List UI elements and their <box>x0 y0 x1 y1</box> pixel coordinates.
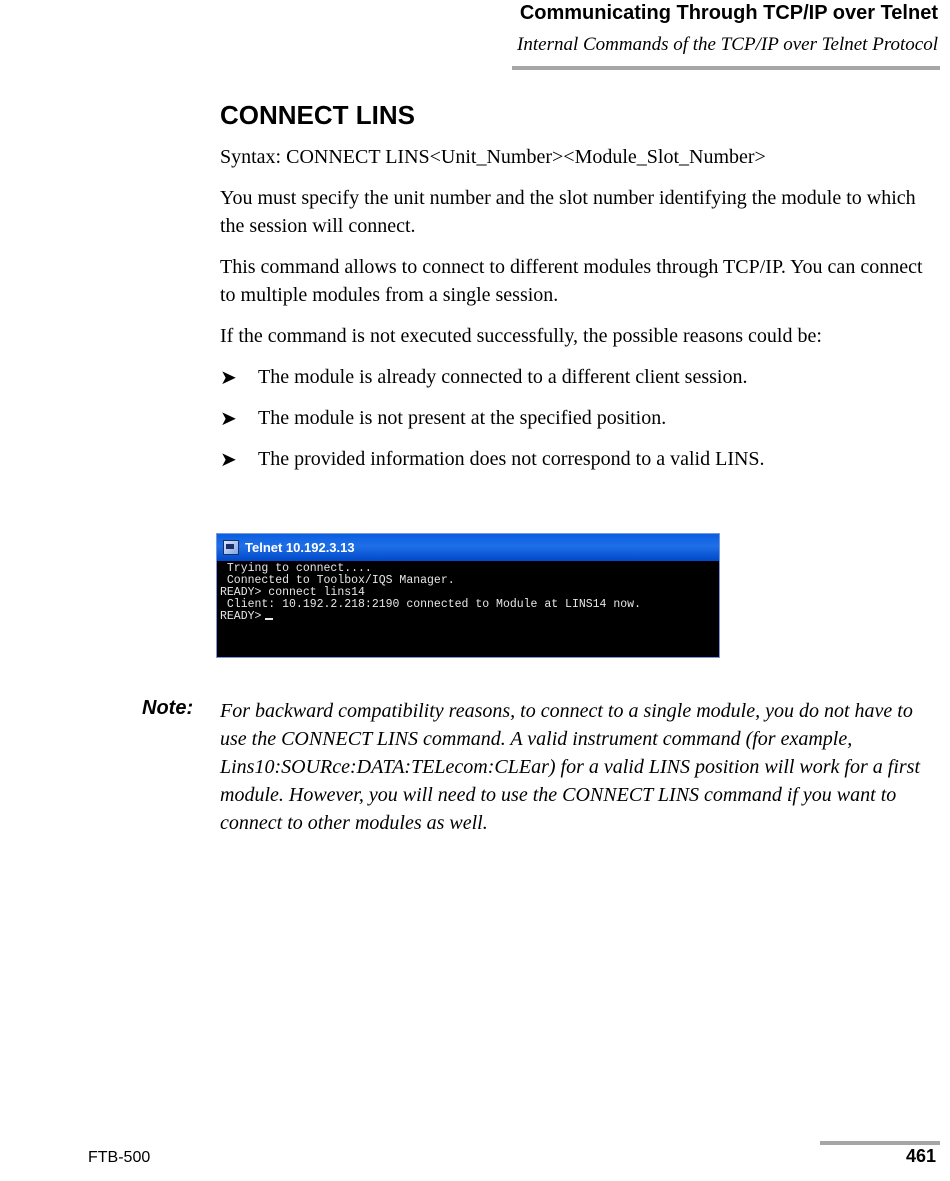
syntax-line: Syntax: CONNECT LINS<Unit_Number><Module_Slot_Number> <box>220 146 766 168</box>
console-line: READY> connect lins14 <box>220 586 365 599</box>
arrow-bullet-icon: ➤ <box>220 367 237 389</box>
section-heading: CONNECT LINS <box>220 100 415 130</box>
list-item <box>220 445 935 473</box>
console-prompt-row <box>220 611 719 623</box>
telnet-window-title: Telnet 10.192.3.13 <box>245 540 355 555</box>
console-line: Trying to connect.... <box>220 562 372 575</box>
note-text: For backward compatibility reasons, to connect to a single module, you do not have to use the CONNECT LINS command. A valid instrument command (for example, Lins10:SOURce:DATA:TELecom:CLEar) for a valid LINS position will work for a first module. However, you will need to use the CONNECT LINS command if you want to connect to other modules as well. <box>220 700 921 834</box>
paragraph: This command allows to connect to different modules through TCP/IP. You can connect to multiple modules from a single session. <box>220 256 923 306</box>
section-body <box>220 100 935 486</box>
note-label: Note: <box>142 697 194 719</box>
telnet-console <box>217 561 719 653</box>
telnet-window-screenshot <box>216 533 720 658</box>
list-item-text: The module is already connected to a different client session. <box>258 366 748 388</box>
console-line: Connected to Toolbox/IQS Manager. <box>220 574 455 587</box>
header-rule <box>512 66 940 70</box>
list-item <box>220 404 935 432</box>
footer-rule <box>820 1141 940 1145</box>
footer-product: FTB-500 <box>88 1149 151 1166</box>
page-number: 461 <box>905 1146 936 1166</box>
telnet-app-icon <box>223 540 239 555</box>
list-item-text: The module is not present at the specified position. <box>258 407 667 429</box>
console-line: READY> <box>220 610 262 623</box>
telnet-title-bar <box>217 534 719 561</box>
reasons-list <box>220 363 935 473</box>
paragraph: You must specify the unit number and the slot number identifying the module to which the session will connect. <box>220 187 916 237</box>
list-item <box>220 363 935 391</box>
arrow-bullet-icon: ➤ <box>220 408 237 430</box>
running-header-title: Communicating Through TCP/IP over Telnet <box>519 2 938 24</box>
paragraph: If the command is not executed successfully, the possible reasons could be: <box>220 325 822 347</box>
list-item-text: The provided information does not correspond to a valid LINS. <box>258 448 765 470</box>
console-cursor <box>265 618 273 620</box>
console-line: Client: 10.192.2.218:2190 connected to Module at LINS14 now. <box>220 598 641 611</box>
arrow-bullet-icon: ➤ <box>220 449 237 471</box>
running-header-subtitle: Internal Commands of the TCP/IP over Telnet Protocol <box>517 34 938 55</box>
